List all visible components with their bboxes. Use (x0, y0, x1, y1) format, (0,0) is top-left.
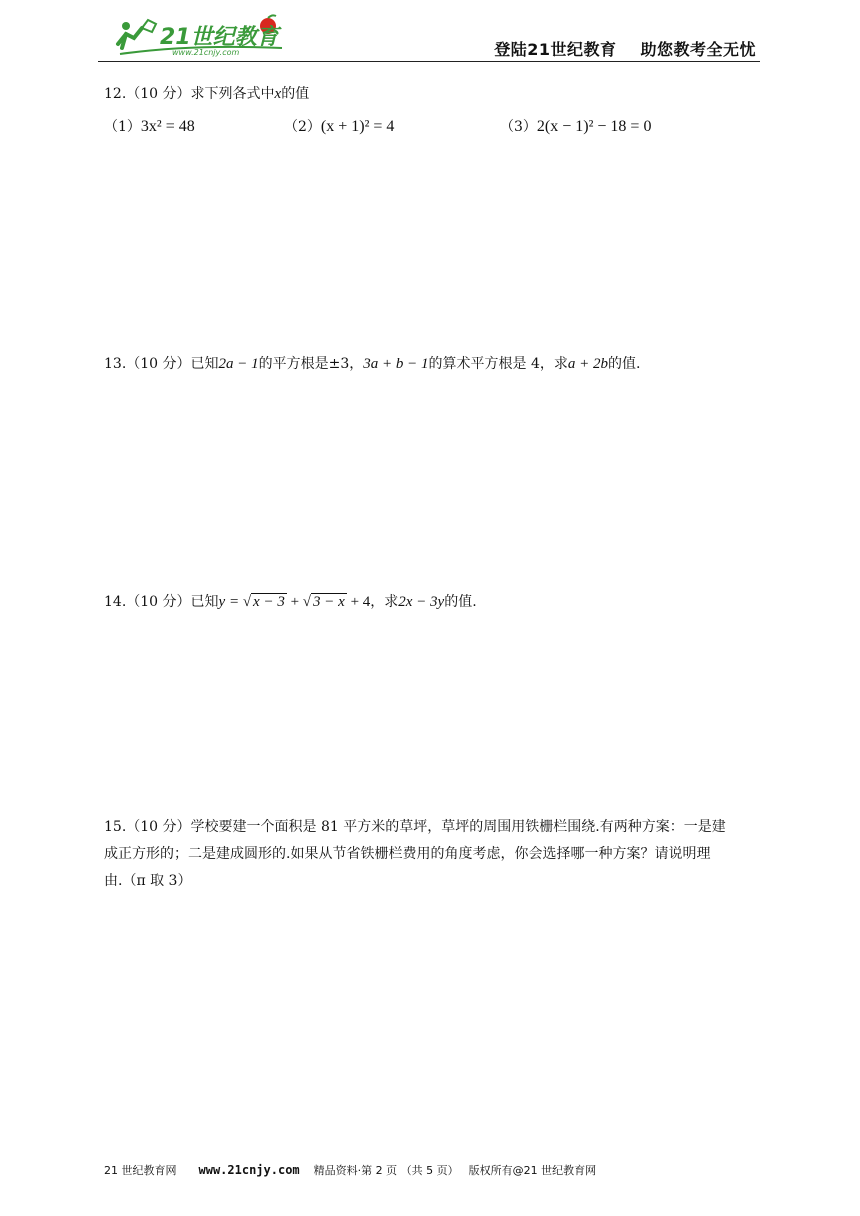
slogan-right: 助您教考全无忧 (640, 40, 756, 59)
radicand: 3 − x (313, 594, 345, 610)
question-score: （10 分） (126, 356, 191, 372)
page-footer (104, 1162, 596, 1178)
question-number: 12. (104, 86, 127, 102)
part-2 (284, 116, 394, 136)
question-text: 的值. (608, 356, 641, 372)
math-operator: + (286, 594, 303, 610)
question-number: 13. (104, 356, 127, 372)
math-expression: 3a + b − 1 (363, 356, 429, 372)
slogan-left: 登陆21世纪教育 (494, 40, 617, 59)
part-1 (104, 116, 195, 136)
footer-site-url[interactable]: www.21cnjy.com (198, 1163, 300, 1177)
question-score: （10 分） (126, 819, 191, 835)
part-expression: 2(x − 1)² − 18 = 0 (536, 118, 652, 135)
part-label: （3） (500, 119, 537, 135)
math-variable: x (274, 86, 282, 102)
question-score: （10 分） (126, 86, 191, 102)
logo-url: www.21cnjy.com (172, 48, 240, 57)
question-text: 求下列各式中 (190, 86, 275, 102)
question-score: （10 分） (126, 594, 191, 610)
footer-resource: 精品资料·第 2 页 （共 5 页） (313, 1164, 459, 1177)
header-slogan (470, 37, 756, 60)
part-expression: 3x² = 48 (140, 118, 195, 135)
question-text: 的值 (281, 86, 310, 102)
question-text: 的算术平方根是 4，求 (428, 356, 568, 372)
question-text: ，求 (370, 594, 399, 610)
radicand: x − 3 (253, 594, 285, 610)
math-expression: 2x − 3y (398, 594, 445, 610)
question-line (104, 814, 760, 841)
question-number: 15. (104, 819, 127, 835)
footer-copyright: 版权所有@21 世纪教育网 (468, 1164, 597, 1177)
header-rule (98, 61, 760, 62)
math-expression: 2a − 1 (218, 356, 259, 372)
logo-graphic (112, 14, 287, 58)
question-text: 已知 (190, 356, 219, 372)
question-text: 已知 (190, 594, 219, 610)
part-label: （2） (284, 119, 321, 135)
question-text: 学校要建一个面积是 81 平方米的草坪，草坪的周围用铁栅栏围绕.有两种方案：一是建 (190, 819, 726, 835)
part-label: （1） (104, 119, 141, 135)
part-3 (500, 116, 651, 136)
math-expression: a + 2b (567, 356, 609, 372)
question-13 (104, 352, 640, 376)
question-12 (104, 82, 309, 106)
part-expression: (x + 1)² = 4 (320, 118, 395, 135)
footer-site-name: 21 世纪教育网 (104, 1164, 177, 1177)
logo (112, 14, 287, 58)
math-expression: y = (218, 594, 243, 610)
question-14 (104, 590, 477, 614)
sqrt-expression: √ x − 3 (242, 594, 285, 610)
question-line: 由.（π 取 3） (104, 873, 192, 889)
question-15 (104, 814, 760, 895)
math-expression: + 4 (346, 594, 371, 610)
question-text: 的值. (444, 594, 477, 610)
question-text: 的平方根是±3， (258, 356, 364, 372)
sqrt-expression: √ 3 − x (302, 594, 345, 610)
question-line: 成正方形的；二是建成圆形的.如果从节省铁栅栏费用的角度考虑，你会选择哪一种方案？请说明理 (104, 846, 711, 862)
logo-text: 21世纪教育 (160, 25, 279, 50)
question-number: 14. (104, 594, 127, 610)
